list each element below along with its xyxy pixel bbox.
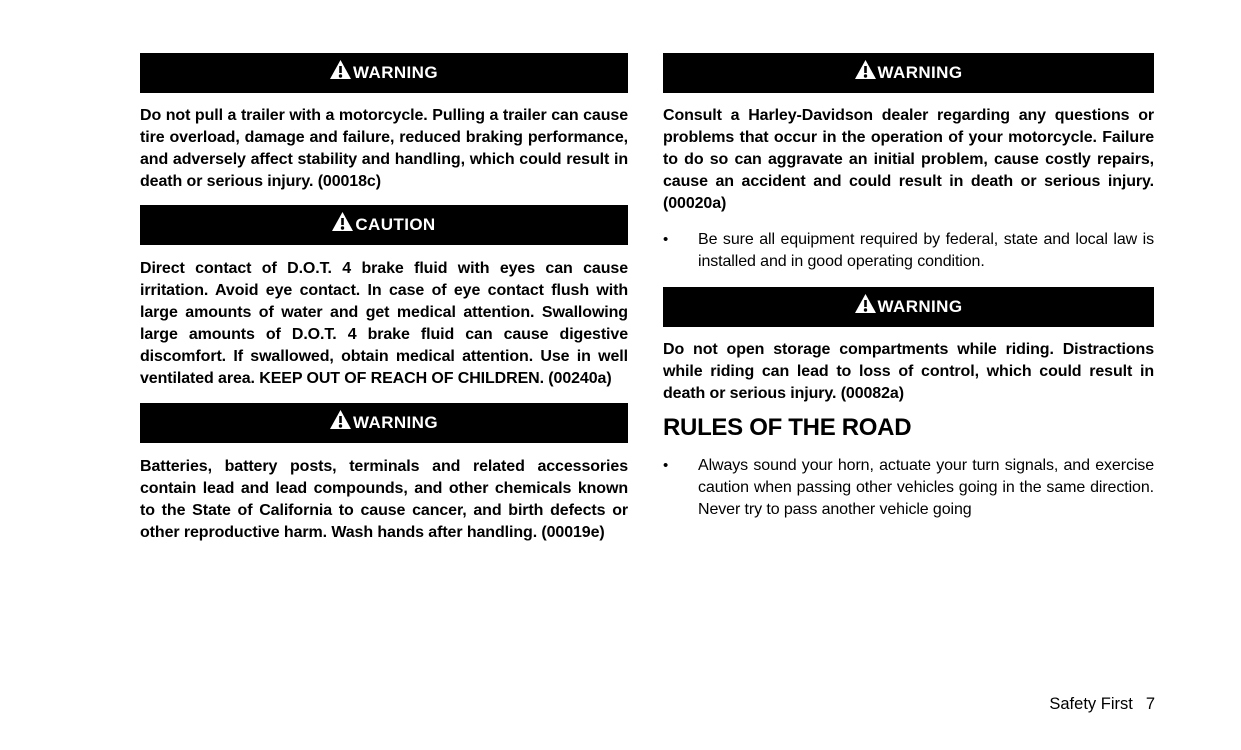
warning-triangle-icon — [332, 212, 353, 236]
right-column — [663, 53, 1154, 521]
warning-banner-label: WARNING — [353, 413, 438, 432]
warning-banner — [140, 53, 628, 93]
warning-triangle-icon — [855, 294, 876, 318]
caution-text-brake-fluid: Direct contact of D.O.T. 4 brake fluid with eyes can cause irritation. Avoid eye contact. In case of eye contact flush with large amounts of water and get medical attention. Swallowing large amounts of D.O.T. 4 brake fluid can cause digestive discomfort. If swallowed, obtain medical attention. Use in well ventilated area. KEEP OUT OF REACH OF CHILDREN. (00240a) — [140, 260, 628, 387]
bullet-marker: • — [663, 457, 669, 474]
warning-banner — [663, 53, 1154, 93]
left-column — [140, 53, 628, 544]
warning-banner-label: WARNING — [877, 297, 963, 316]
bullet-marker: • — [663, 231, 669, 248]
warning-text-batteries: Batteries, battery posts, terminals and related accessories contain lead and lead compounds, and other chemicals known to the State of California to cause cancer, and birth defects or other reproductive harm. Wash hands after handling. (00019e) — [140, 458, 628, 541]
list-item-equipment — [663, 229, 1154, 273]
warning-banner-label: WARNING — [877, 63, 963, 82]
list-item-horn — [663, 455, 1154, 521]
warning-banner-label: WARNING — [353, 63, 438, 82]
warning-triangle-icon — [330, 60, 351, 84]
warning-banner — [140, 403, 628, 443]
warning-text-trailer: Do not pull a trailer with a motorcycle. Pulling a trailer can cause tire overload, damage and failure, reduced braking performance, and adversely affect stability and handling, which could result in death or serious injury. (00018c) — [140, 107, 628, 190]
warning-text-dealer: Consult a Harley-Davidson dealer regarding any questions or problems that occur in the operation of your motorcycle. Failure to do so can aggravate an initial problem, cause costly repairs, cause an accident and could result in death or serious injury. (00020a) — [663, 107, 1154, 212]
caution-banner — [140, 205, 628, 245]
page-footer — [0, 694, 1155, 714]
warning-text-storage: Do not open storage compartments while riding. Distractions while riding can lead to loss of control, which could result in death or serious injury. (00082a) — [663, 341, 1154, 402]
bullet-text-horn: Always sound your horn, actuate your turn signals, and exercise caution when passing other vehicles going in the same direction. Never try to pass another vehicle going — [698, 457, 1154, 518]
footer-page-number: 7 — [1145, 695, 1155, 713]
warning-triangle-icon — [855, 60, 876, 84]
warning-banner — [663, 287, 1154, 327]
footer-section-label: Safety First — [1049, 695, 1133, 713]
bullet-text-equipment: Be sure all equipment required by federal, state and local law is installed and in good operating condition. — [698, 231, 1154, 270]
caution-banner-label: CAUTION — [355, 215, 436, 234]
warning-triangle-icon — [330, 410, 351, 434]
section-heading-rules-of-the-road: RULES OF THE ROAD — [663, 414, 912, 441]
